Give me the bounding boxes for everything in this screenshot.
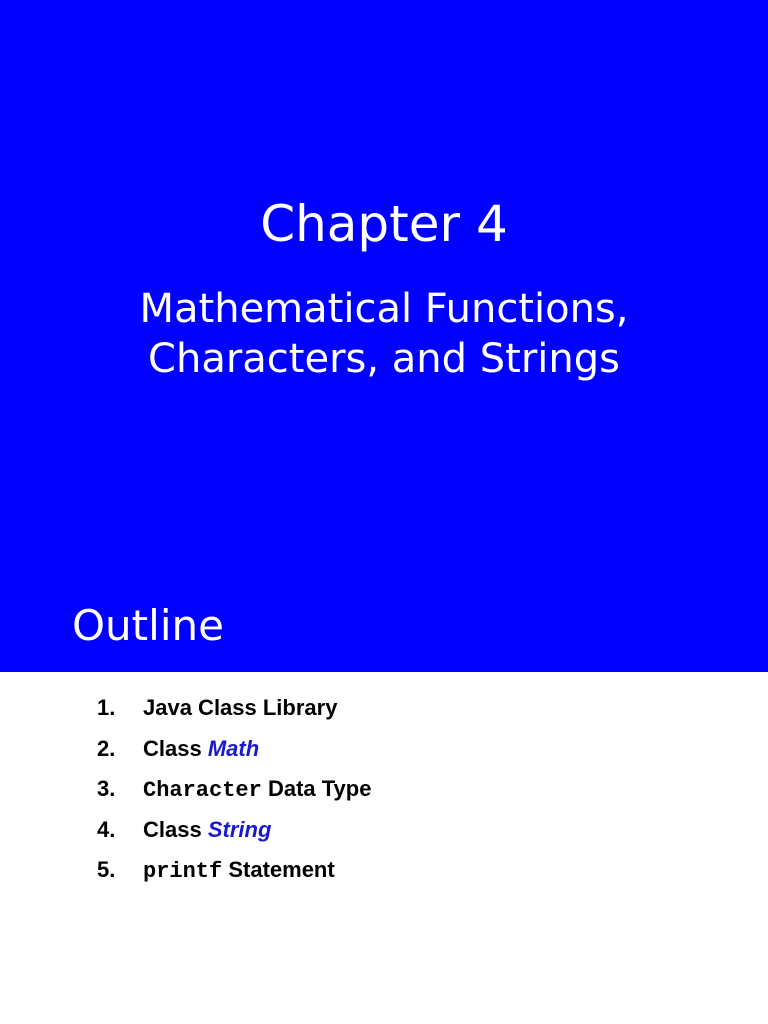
item-text (143, 729, 259, 769)
item-number: 1. (97, 695, 116, 720)
item-label: Java Class Library (143, 695, 338, 720)
item-text (143, 769, 371, 811)
item-number: 2. (97, 735, 116, 761)
outline-heading: Outline (72, 601, 224, 650)
item-text (143, 810, 271, 850)
item-number: 4. (97, 816, 116, 842)
chapter-title: Chapter 4 (260, 195, 508, 253)
item-emphasis: Math (207, 735, 260, 761)
item-text (143, 688, 337, 728)
item-prefix: Class (143, 735, 208, 761)
item-emphasis: String (207, 816, 272, 842)
item-number: 3. (97, 776, 116, 801)
outline-list (0, 688, 768, 891)
outline-item-1 (0, 688, 768, 729)
outline-item-3 (0, 769, 768, 810)
item-prefix: Class (143, 816, 208, 842)
item-suffix: Data Type (261, 776, 372, 801)
subtitle-line-2: Characters, and Strings (148, 336, 620, 382)
item-code: Character (143, 778, 262, 803)
item-suffix: Statement (222, 857, 335, 882)
chapter-subtitle (0, 284, 768, 384)
subtitle-line-1: Mathematical Functions, (139, 286, 629, 332)
outline-item-2 (0, 729, 768, 770)
item-number: 5. (97, 857, 116, 882)
item-text (143, 850, 335, 892)
item-code: printf (143, 859, 223, 884)
outline-item-5 (0, 850, 768, 891)
outline-item-4 (0, 810, 768, 851)
